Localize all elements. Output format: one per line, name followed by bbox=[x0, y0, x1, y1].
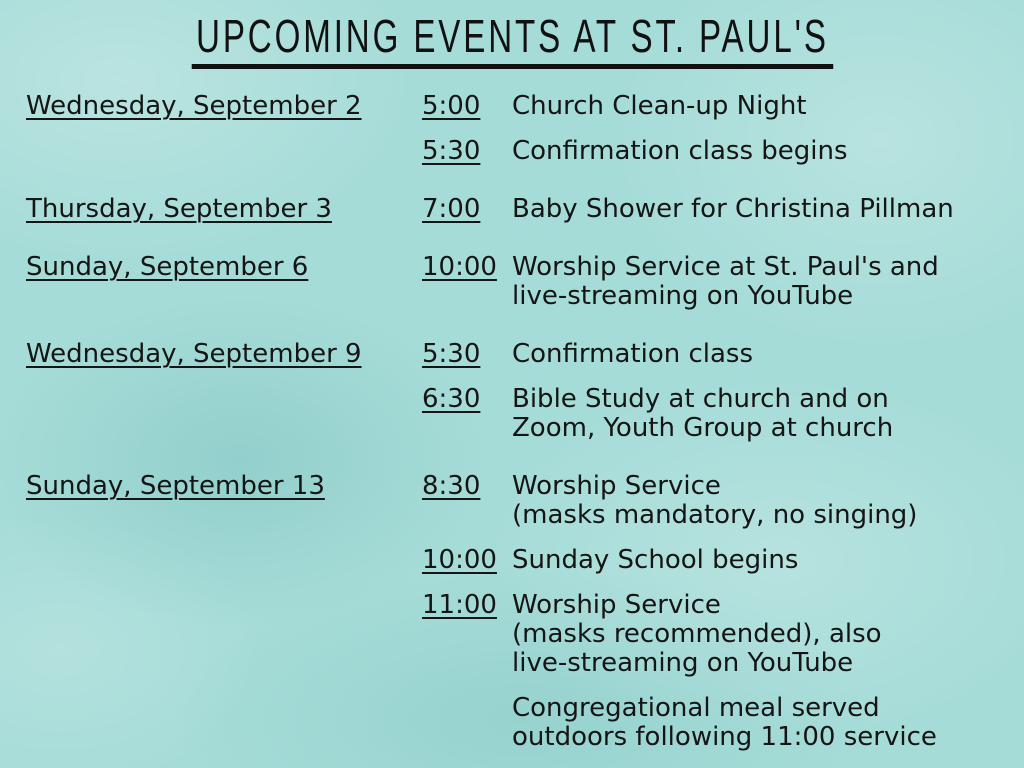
event-row bbox=[26, 340, 1011, 369]
event-description: Church Clean-up Night bbox=[512, 91, 807, 121]
event-description: Worship Service at St. Paul's and live-streaming on YouTube bbox=[512, 252, 939, 311]
event-row bbox=[26, 591, 1011, 678]
event-description: Sunday School begins bbox=[512, 545, 799, 575]
event-time: 10:00 bbox=[422, 545, 497, 575]
event-time bbox=[422, 694, 512, 752]
event-description: Baby Shower for Christina Pillman bbox=[512, 194, 954, 224]
event-description: Worship Service (masks recommended), also live-streaming on YouTube bbox=[512, 590, 882, 678]
event-description: Worship Service (masks mandatory, no singing) bbox=[512, 471, 918, 530]
event-row bbox=[26, 546, 1011, 575]
event-date bbox=[26, 137, 422, 166]
title-wrapper bbox=[0, 10, 1024, 69]
event-time: 5:30 bbox=[422, 136, 481, 166]
event-time: 5:30 bbox=[422, 339, 481, 369]
event-row bbox=[26, 472, 1011, 530]
event-date bbox=[26, 385, 422, 443]
event-date: Wednesday, September 9 bbox=[26, 339, 362, 369]
event-row bbox=[26, 385, 1011, 443]
event-row bbox=[26, 694, 1011, 752]
event-description: Confirmation class bbox=[512, 339, 754, 369]
page-title: UPCOMING EVENTS AT ST. PAUL'S bbox=[191, 10, 832, 69]
event-row bbox=[26, 195, 1011, 224]
event-time: 11:00 bbox=[422, 590, 497, 620]
event-description: Confirmation class begins bbox=[512, 136, 848, 166]
event-date bbox=[26, 694, 422, 752]
event-description: Congregational meal served outdoors following 11:00 service bbox=[512, 693, 937, 752]
event-time: 8:30 bbox=[422, 471, 481, 501]
event-date: Sunday, September 6 bbox=[26, 252, 309, 282]
event-time: 5:00 bbox=[422, 91, 481, 121]
event-date: Wednesday, September 2 bbox=[26, 91, 362, 121]
event-row bbox=[26, 92, 1011, 121]
event-date bbox=[26, 546, 422, 575]
event-date bbox=[26, 591, 422, 678]
event-description: Bible Study at church and on Zoom, Youth Group at church bbox=[512, 384, 894, 443]
event-row bbox=[26, 137, 1011, 166]
event-time: 7:00 bbox=[422, 194, 481, 224]
events-list bbox=[26, 92, 1011, 752]
event-time: 6:30 bbox=[422, 384, 481, 414]
event-date: Sunday, September 13 bbox=[26, 471, 325, 501]
event-row bbox=[26, 253, 1011, 311]
event-date: Thursday, September 3 bbox=[26, 194, 332, 224]
event-time: 10:00 bbox=[422, 252, 497, 282]
